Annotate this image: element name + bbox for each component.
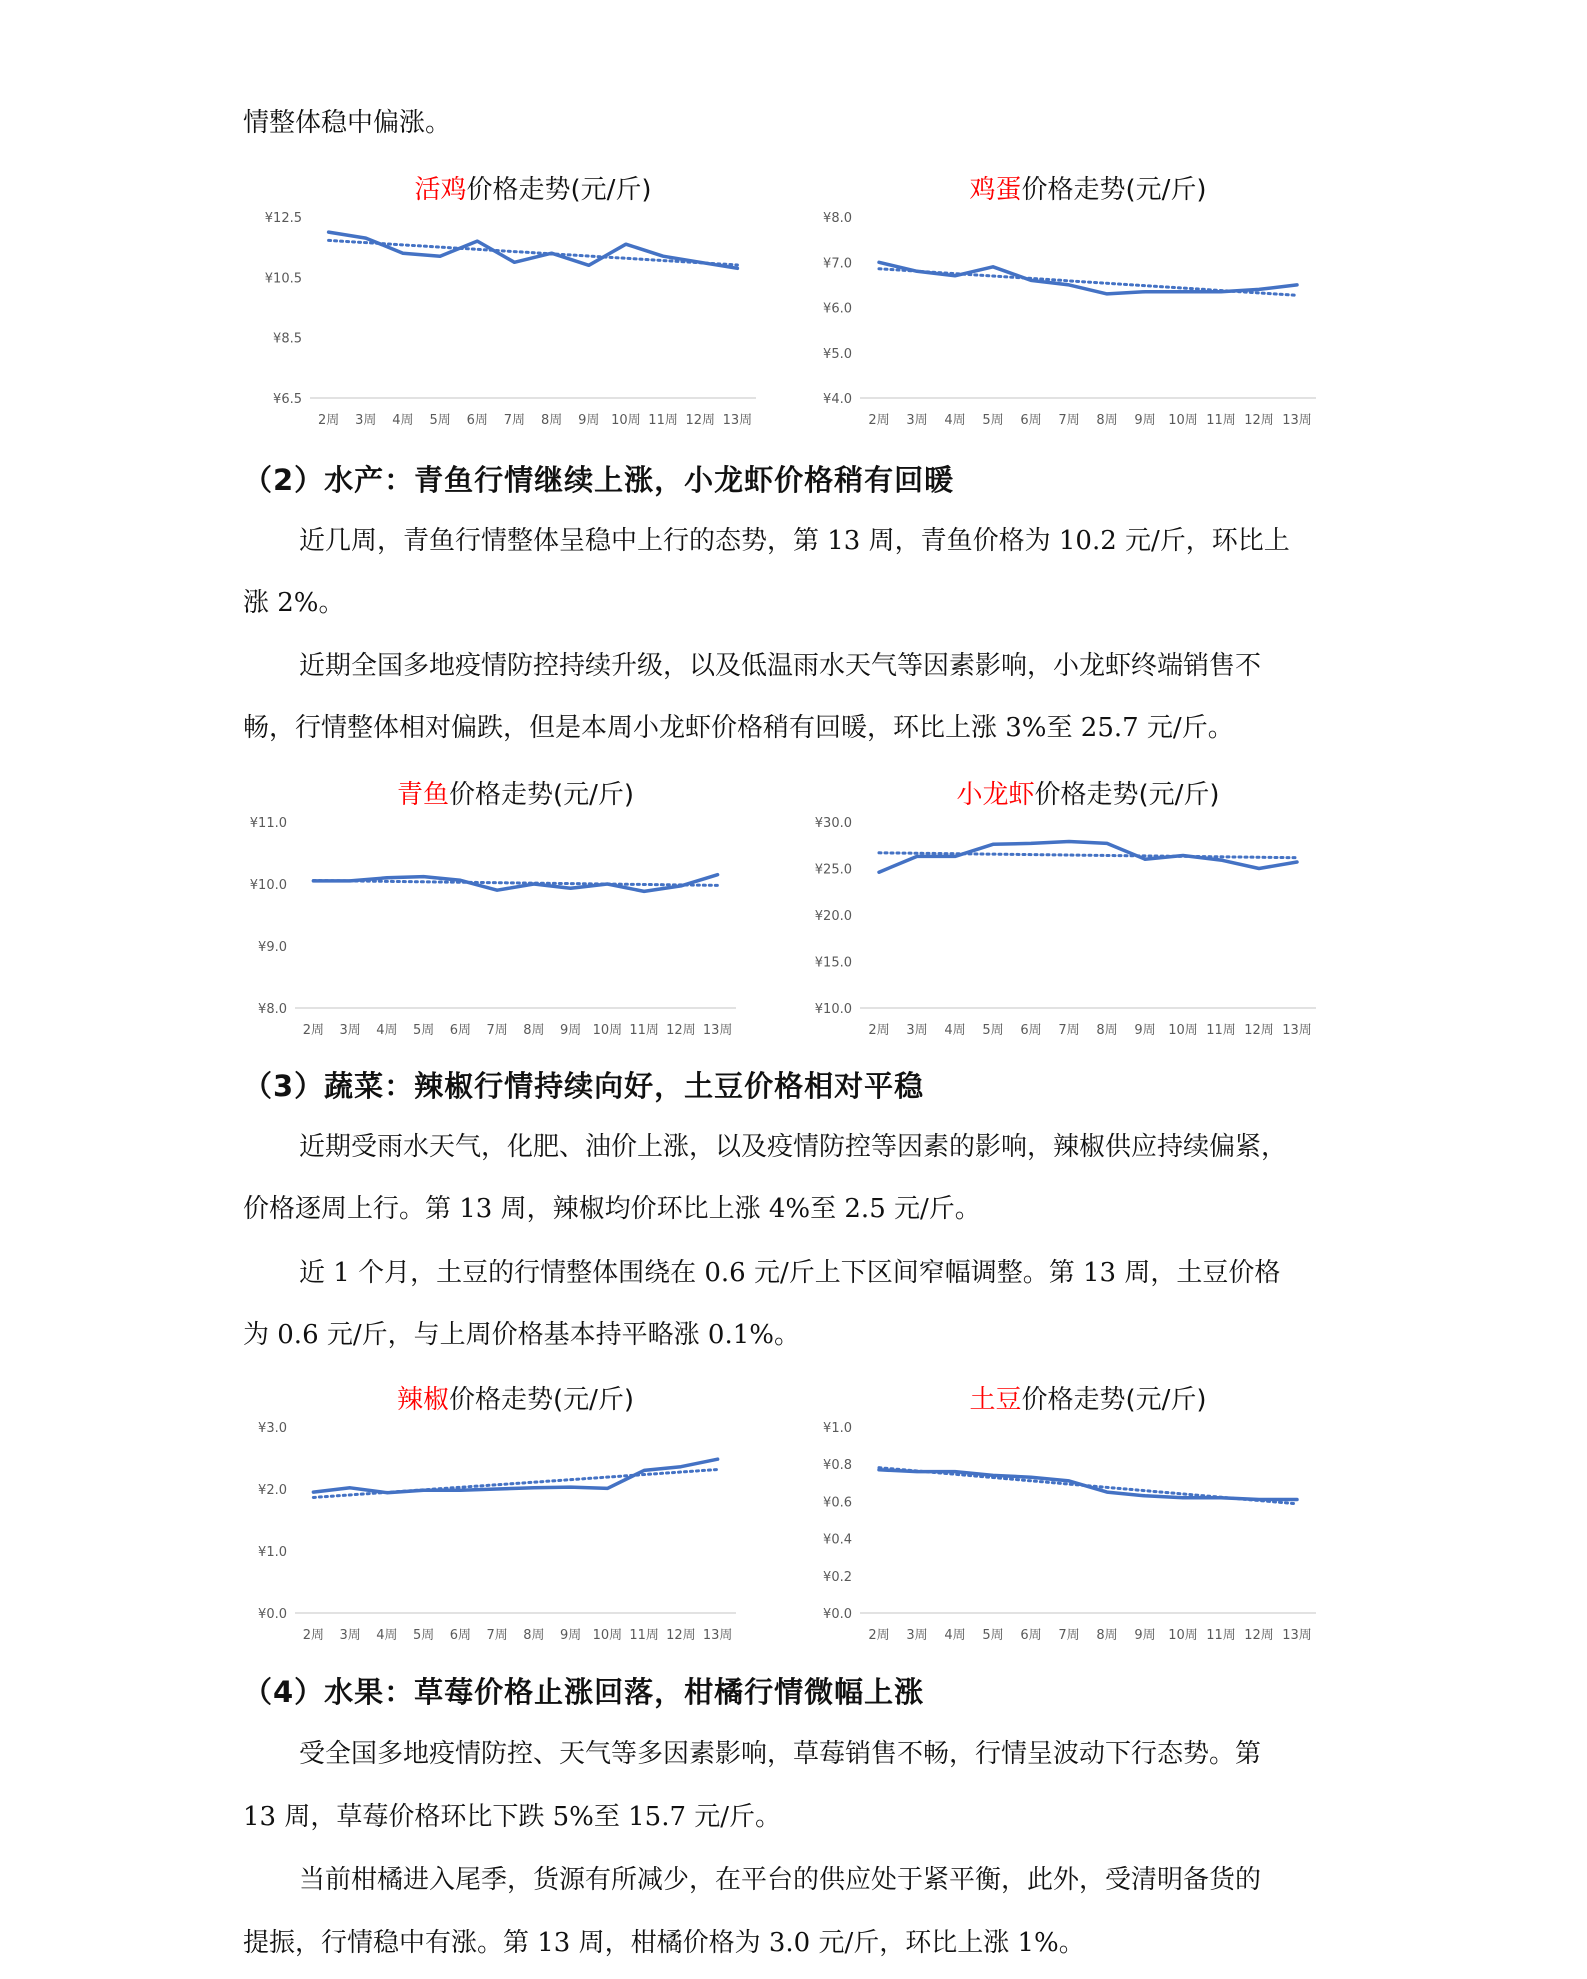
x-tick-label: 9周 xyxy=(578,413,600,428)
x-tick-label: 12周 xyxy=(685,413,716,428)
x-tick-label: 4周 xyxy=(392,413,414,428)
x-tick-label: 3周 xyxy=(339,1023,361,1038)
x-tick-label: 3周 xyxy=(906,1628,928,1643)
chart-title-product: 小龙虾 xyxy=(956,780,1035,810)
chart-title xyxy=(397,780,634,810)
y-tick-label: ¥4.0 xyxy=(823,392,852,407)
x-tick-label: 6周 xyxy=(1020,413,1042,428)
y-tick-label: ¥6.0 xyxy=(823,301,852,317)
y-tick-label: ¥8.5 xyxy=(273,331,302,347)
chart-title xyxy=(397,1385,634,1415)
x-tick-label: 2周 xyxy=(868,413,890,428)
x-tick-label: 7周 xyxy=(486,1023,508,1038)
series-line xyxy=(313,1459,717,1493)
x-tick-label: 11周 xyxy=(648,413,678,428)
x-tick-label: 13周 xyxy=(1282,413,1312,428)
x-tick-label: 4周 xyxy=(376,1628,398,1643)
x-tick-label: 7周 xyxy=(486,1628,508,1643)
x-tick-label: 8周 xyxy=(1096,1628,1118,1643)
x-tick-label: 3周 xyxy=(355,413,377,428)
x-tick-label: 5周 xyxy=(412,1023,435,1038)
x-tick-label: 6周 xyxy=(466,413,488,428)
y-tick-label: ¥30.0 xyxy=(814,816,852,831)
x-tick-label: 9周 xyxy=(559,1628,582,1643)
x-tick-label: 10周 xyxy=(611,413,641,428)
chicken-price-chart xyxy=(250,165,770,440)
paragraph-line: 近 1 个月，土豆的行情整体围绕在 0.6 元/斤上下区间窄幅调整。第 13 周，土豆价格 xyxy=(299,1258,1281,1288)
x-tick-label: 13周 xyxy=(1282,1628,1312,1643)
x-tick-label: 6周 xyxy=(1020,1023,1042,1038)
x-tick-label: 10周 xyxy=(1168,413,1198,428)
chart-title xyxy=(969,1385,1206,1415)
paragraph-line: 近期受雨水天气，化肥、油价上涨，以及疫情防控等因素的影响，辣椒供应持续偏紧， xyxy=(299,1132,1288,1162)
x-tick-label: 11周 xyxy=(1206,1628,1236,1643)
x-tick-label: 3周 xyxy=(339,1628,361,1643)
y-tick-label: ¥2.0 xyxy=(258,1483,287,1498)
y-tick-label: ¥20.0 xyxy=(814,909,852,924)
chart-title-product: 土豆 xyxy=(969,1385,1022,1415)
x-tick-label: 12周 xyxy=(1244,1628,1274,1643)
paragraph-line: 价格逐周上行。第 13 周，辣椒均价环比上涨 4%至 2.5 元/斤。 xyxy=(243,1194,981,1224)
y-tick-label: ¥7.0 xyxy=(823,256,852,272)
x-tick-label: 13周 xyxy=(702,1628,733,1643)
x-tick-label: 8周 xyxy=(523,1023,545,1038)
paragraph-line: 畅，行情整体相对偏跌，但是本周小龙虾价格稍有回暖，环比上涨 3%至 25.7 元/斤。 xyxy=(243,713,1234,743)
x-tick-label: 12周 xyxy=(1244,413,1274,428)
x-tick-label: 5周 xyxy=(982,413,1004,428)
x-tick-label: 2周 xyxy=(302,1628,325,1643)
y-tick-label: ¥0.6 xyxy=(823,1495,852,1511)
x-tick-label: 10周 xyxy=(592,1023,623,1038)
x-tick-label: 11周 xyxy=(629,1023,659,1038)
x-tick-label: 7周 xyxy=(503,413,526,428)
x-tick-label: 4周 xyxy=(376,1023,398,1038)
chart-title-suffix: 价格走势(元/斤) xyxy=(1021,1385,1207,1415)
chart-title-product: 鸡蛋 xyxy=(969,175,1022,205)
chart-title-suffix: 价格走势(元/斤) xyxy=(448,1385,635,1415)
x-tick-label: 9周 xyxy=(1134,413,1156,428)
y-tick-label: ¥3.0 xyxy=(258,1421,287,1436)
y-tick-label: ¥8.0 xyxy=(823,211,852,226)
y-tick-label: ¥12.5 xyxy=(264,211,302,226)
paragraph-line: 近几周，青鱼行情整体呈稳中上行的态势，第 13 周，青鱼价格为 10.2 元/斤，环比上 xyxy=(299,526,1290,556)
trendline xyxy=(313,880,717,885)
chart-title xyxy=(969,175,1206,205)
y-tick-label: ¥9.0 xyxy=(258,940,287,955)
chart-title-suffix: 价格走势(元/斤) xyxy=(1021,175,1207,205)
x-tick-label: 8周 xyxy=(1096,413,1118,428)
chart-title-product: 辣椒 xyxy=(396,1385,449,1415)
chart-title xyxy=(956,780,1219,810)
x-tick-label: 11周 xyxy=(1206,413,1236,428)
series-line xyxy=(329,232,738,268)
x-tick-label: 2周 xyxy=(302,1023,325,1038)
x-tick-label: 6周 xyxy=(449,1628,472,1643)
chart-title-suffix: 价格走势(元/斤) xyxy=(1034,780,1220,810)
chart-title xyxy=(414,175,651,205)
x-tick-label: 5周 xyxy=(429,413,451,428)
x-tick-label: 9周 xyxy=(1134,1628,1156,1643)
x-tick-label: 7周 xyxy=(1058,413,1080,428)
x-tick-label: 4周 xyxy=(944,1628,966,1643)
x-tick-label: 8周 xyxy=(1096,1023,1118,1038)
paragraph-line: 涨 2%。 xyxy=(243,588,345,618)
y-tick-label: ¥0.8 xyxy=(823,1458,852,1474)
x-tick-label: 7周 xyxy=(1058,1628,1080,1643)
paragraph-line: 提振，行情稳中有涨。第 13 周，柑橘价格为 3.0 元/斤，环比上涨 1%。 xyxy=(243,1928,1085,1958)
y-tick-label: ¥11.0 xyxy=(249,816,287,831)
paragraph-line: 为 0.6 元/斤，与上周价格基本持平略涨 0.1%。 xyxy=(243,1320,800,1350)
y-tick-label: ¥10.0 xyxy=(814,1002,852,1017)
x-tick-label: 12周 xyxy=(666,1628,696,1643)
x-tick-label: 11周 xyxy=(629,1628,659,1643)
chart-title-product: 活鸡 xyxy=(414,175,467,205)
x-tick-label: 5周 xyxy=(412,1628,435,1643)
y-tick-label: ¥0.4 xyxy=(823,1532,852,1548)
chart-title-suffix: 价格走势(元/斤) xyxy=(466,175,652,205)
y-tick-label: ¥5.0 xyxy=(823,346,852,362)
x-tick-label: 8周 xyxy=(540,413,563,428)
x-tick-label: 13周 xyxy=(1282,1023,1312,1038)
x-tick-label: 9周 xyxy=(559,1023,582,1038)
trendline xyxy=(329,240,738,265)
y-tick-label: ¥0.0 xyxy=(258,1607,287,1622)
x-tick-label: 7周 xyxy=(1058,1023,1080,1038)
x-tick-label: 8周 xyxy=(523,1628,545,1643)
section-heading-vegetables: （3）蔬菜：辣椒行情持续向好，土豆价格相对平稳 xyxy=(243,1069,925,1103)
y-tick-label: ¥8.0 xyxy=(258,1002,287,1017)
x-tick-label: 5周 xyxy=(982,1628,1004,1643)
section-heading-aquatic: （2）水产：青鱼行情继续上涨，小龙虾价格稍有回暖 xyxy=(243,463,955,497)
paragraph-line: 当前柑橘进入尾季，货源有所减少，在平台的供应处于紧平衡，此外，受清明备货的 xyxy=(299,1865,1262,1895)
x-tick-label: 2周 xyxy=(317,413,340,428)
section-heading-fruit: （4）水果：草莓价格止涨回落，柑橘行情微幅上涨 xyxy=(243,1675,925,1709)
x-tick-label: 9周 xyxy=(1134,1023,1156,1038)
x-tick-label: 13周 xyxy=(722,413,753,428)
x-tick-label: 10周 xyxy=(1168,1628,1198,1643)
y-tick-label: ¥1.0 xyxy=(258,1545,287,1560)
x-tick-label: 4周 xyxy=(944,413,966,428)
x-tick-label: 4周 xyxy=(944,1023,966,1038)
paragraph-line: 情整体稳中偏涨。 xyxy=(243,108,452,138)
x-tick-label: 13周 xyxy=(702,1023,733,1038)
crayfish-price-chart xyxy=(800,770,1330,1050)
y-tick-label: ¥0.0 xyxy=(823,1607,852,1622)
x-tick-label: 12周 xyxy=(666,1023,696,1038)
x-tick-label: 11周 xyxy=(1206,1023,1236,1038)
y-tick-label: ¥1.0 xyxy=(823,1421,852,1436)
egg-price-chart xyxy=(800,165,1330,440)
y-tick-label: ¥10.0 xyxy=(249,878,287,893)
x-tick-label: 3周 xyxy=(906,1023,928,1038)
x-tick-label: 6周 xyxy=(1020,1628,1042,1643)
pepper-price-chart xyxy=(235,1375,750,1655)
x-tick-label: 10周 xyxy=(1168,1023,1198,1038)
y-tick-label: ¥10.5 xyxy=(264,271,302,287)
series-line xyxy=(313,875,717,892)
trendline xyxy=(313,1469,717,1497)
potato-price-chart xyxy=(800,1375,1330,1655)
chart-title-suffix: 价格走势(元/斤) xyxy=(448,780,635,810)
y-tick-label: ¥15.0 xyxy=(814,955,852,971)
x-tick-label: 2周 xyxy=(868,1628,890,1643)
x-tick-label: 12周 xyxy=(1244,1023,1274,1038)
y-tick-label: ¥0.2 xyxy=(823,1569,852,1585)
x-tick-label: 10周 xyxy=(592,1628,623,1643)
x-tick-label: 3周 xyxy=(906,413,928,428)
y-tick-label: ¥6.5 xyxy=(273,392,302,407)
y-tick-label: ¥25.0 xyxy=(814,862,852,878)
x-tick-label: 5周 xyxy=(982,1023,1004,1038)
paragraph-line: 近期全国多地疫情防控持续升级，以及低温雨水天气等因素影响，小龙虾终端销售不 xyxy=(299,651,1262,681)
x-tick-label: 2周 xyxy=(868,1023,890,1038)
paragraph-line: 受全国多地疫情防控、天气等多因素影响，草莓销售不畅，行情呈波动下行态势。第 xyxy=(299,1739,1262,1769)
fish-price-chart xyxy=(235,770,750,1050)
chart-title-product: 青鱼 xyxy=(396,780,449,810)
series-line xyxy=(879,262,1297,294)
paragraph-line: 13 周，草莓价格环比下跌 5%至 15.7 元/斤。 xyxy=(243,1802,782,1832)
x-tick-label: 6周 xyxy=(449,1023,472,1038)
